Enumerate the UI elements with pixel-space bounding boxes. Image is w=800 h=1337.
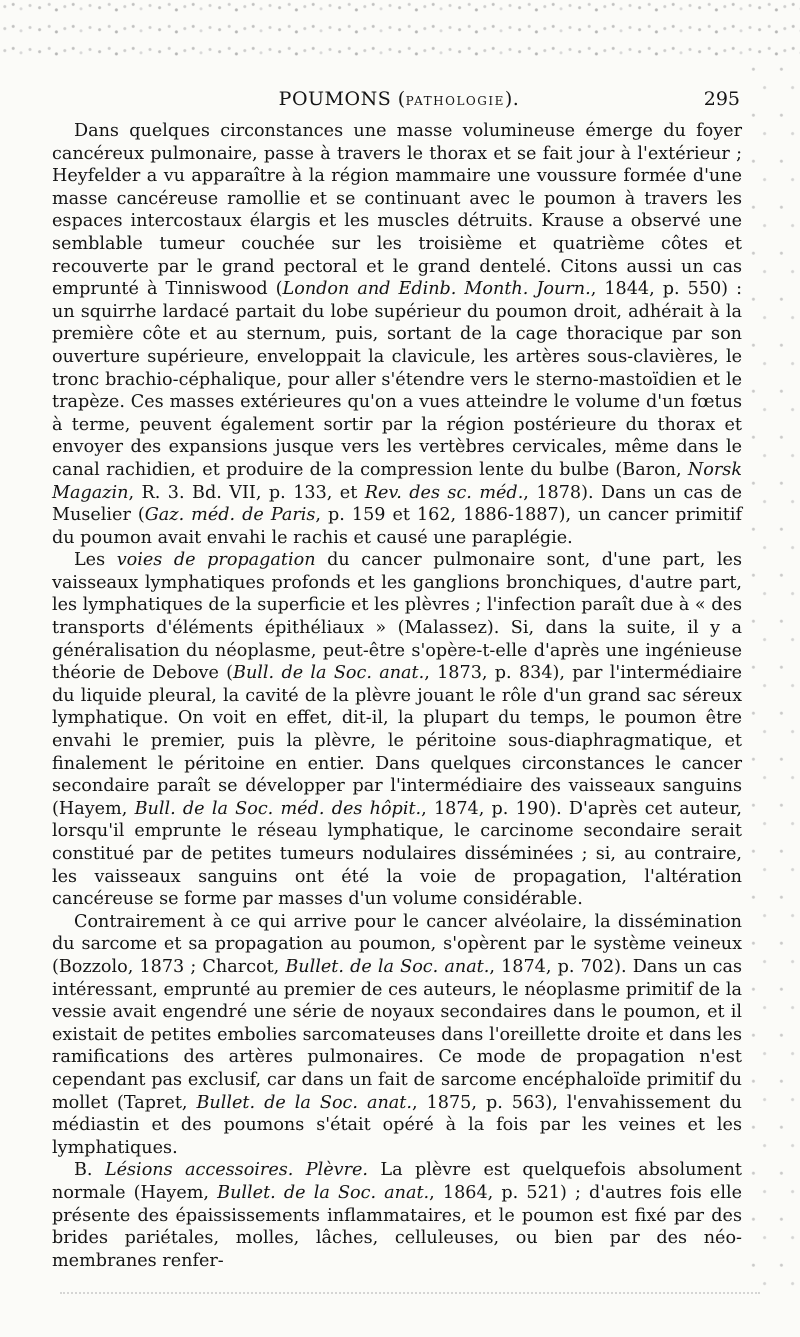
text-run: du cancer pulmonaire sont, d'une part, les vaisseaux lymphatiques profonds et les ganglions bronchiques, d'autre part, les lymphatiques de la superficie et les plèvres ; l'infection paraît due à « des transports d'éléments épithéliaux » (Malassez). Si, dans la suite, il y a généralisation du néoplasme, peut-être s'opère-t-elle d'après une ingénieuse théorie de Debove ( [52,550,742,684]
text-run: La plèvre est quelquefois absolument normale (Hayem, [52,1160,743,1203]
italic-reference: Bullet. de la Soc. anat. [285,956,490,977]
running-title-main: POUMONS ( [278,88,406,110]
italic-reference: voies de propagation [116,550,316,571]
text-run: , 1864, p. 521) ; d'autres fois elle présente des épaississements inflammataires, et le poumon est fixé par des brides pariétales, molles, lâches, celluleuses, ou bien par des néo-membranes renfer- [52,1182,742,1271]
text-run: , R. 3. Bd. VII, p. 133, et [128,482,365,503]
text-run: Dans quelques circonstances une masse volumineuse émerge du foyer cancéreux pulmonaire, passe à travers le thorax et se fait jour à l'extérieur ; Heyfelder a vu apparaître à la région mammaire une voussure formée d'une masse cancéreuse ramollie et se continuant avec le poumon à travers les espaces intercostaux élargis et les muscles détruits. Krause a observé une semblable tumeur couchée sur les troisième et quatrième côtes et recouverte par le grand pectoral et le grand dentelé. Citons aussi un cas emprunté à Tinniswood ( [52,121,742,300]
running-title [58,88,740,110]
scan-noise-top [0,0,800,62]
body-text [52,120,742,1272]
text-run: , 1844, p. 550) : un squirrhe lardacé partait du lobe supérieur du poumon droit, adhérait à la première côte et au sternum, puis, sortant de la cage thoracique par son ouverture supérieure, enveloppait la clavicule, les artères sous-clavières, le tronc brachio-céphalique, pour aller s'étendre vers le sterno-mastoïdien et le trapèze. Ces masses extérieures qu'on a vues atteindre le volume d'un fœtus à terme, peuvent également sortir par la région postérieure du thorax et envoyer des expansions jusque vers les vertèbres cervicales, même dans le canal rachidien, et produire de la compression lente du bulbe (Baron, [52,279,742,480]
text-run: , p. 159 et 162, 1886-1887), un cancer primitif du poumon avait envahi le rachis et causé une paraplégie. [52,505,742,548]
paragraph [52,911,742,1160]
page-number: 295 [703,88,740,110]
italic-reference: Norsk Magazin [52,459,742,503]
paragraph [52,120,742,549]
text-run: Les [74,550,117,571]
text-run: , 1874, p. 702). Dans un cas intéressant, emprunté au premier de ces auteurs, le néoplasme primitif de la vessie avait engendré une série de noyaux secondaires dans le poumon, et il existait de petites embolies sarcomateuses dans l'oreillette droite et dans les ramifications des artères pulmonaires. Ce mode de propagation n'est cependant pas exclusif, car dans un fait de sarcome encéphaloïde primitif du mollet (Tapret, [52,956,742,1113]
running-title-end: ). [504,88,520,110]
text-run: , 1878). Dans un cas de Muselier ( [52,482,742,526]
text-run: , 1873, p. 834), par l'intermédiaire du liquide pleural, la cavité de la plèvre jouant le rôle d'un grand sac séreux lymphatique. On voit en effet, dit-il, la plupart du temps, le poumon être envahi le premier, puis la plèvre, le péritoine sous-diaphragmatique, et finalement le péritoine en entier. Dans quelques circonstances le cancer secondaire paraît se développer par l'intermédiaire des vaisseaux sanguins (Hayem, [52,663,742,819]
text-run: B. [74,1160,105,1181]
scan-noise-bottom [60,1292,760,1308]
running-title-smallcaps: PATHOLOGIE [405,94,505,108]
running-head [58,88,740,116]
italic-reference: Rev. des sc. méd. [364,482,524,503]
scan-noise-right [745,60,800,1300]
italic-reference: Gaz. méd. de Paris [144,505,316,526]
text-run: Contrairement à ce qui arrive pour le cancer alvéolaire, la dissémination du sarcome et sa propagation au poumon, s'opèrent par le système veineux (Bozzolo, 1873 ; Charcot, [52,911,742,977]
text-run: , 1874, p. 190). D'après cet auteur, lorsqu'il emprunte le réseau lymphatique, le carcinome secondaire serait constitué par de petites tumeurs nodulaires disséminées ; si, au contraire, les vaisseaux sanguins ont été la voie de propagation, l'altération cancéreuse se forme par masses d'un volume considérable. [52,798,742,910]
paragraph [52,1159,742,1272]
italic-reference: Bullet. de la Soc. anat. [217,1182,430,1203]
italic-reference: Lésions accessoires. Plèvre. [104,1160,369,1181]
italic-reference: London and Edinb. Month. Journ. [282,279,591,300]
text-run: , 1875, p. 563), l'envahissement du médiastin et des poumons s'était opéré à la fois par les veines et les lymphatiques. [52,1092,742,1158]
italic-reference: Bull. de la Soc. méd. des hôpit. [134,798,422,819]
italic-reference: Bull. de la Soc. anat. [233,663,425,684]
italic-reference: Bullet. de la Soc. anat. [196,1092,412,1113]
paragraph [52,549,742,911]
